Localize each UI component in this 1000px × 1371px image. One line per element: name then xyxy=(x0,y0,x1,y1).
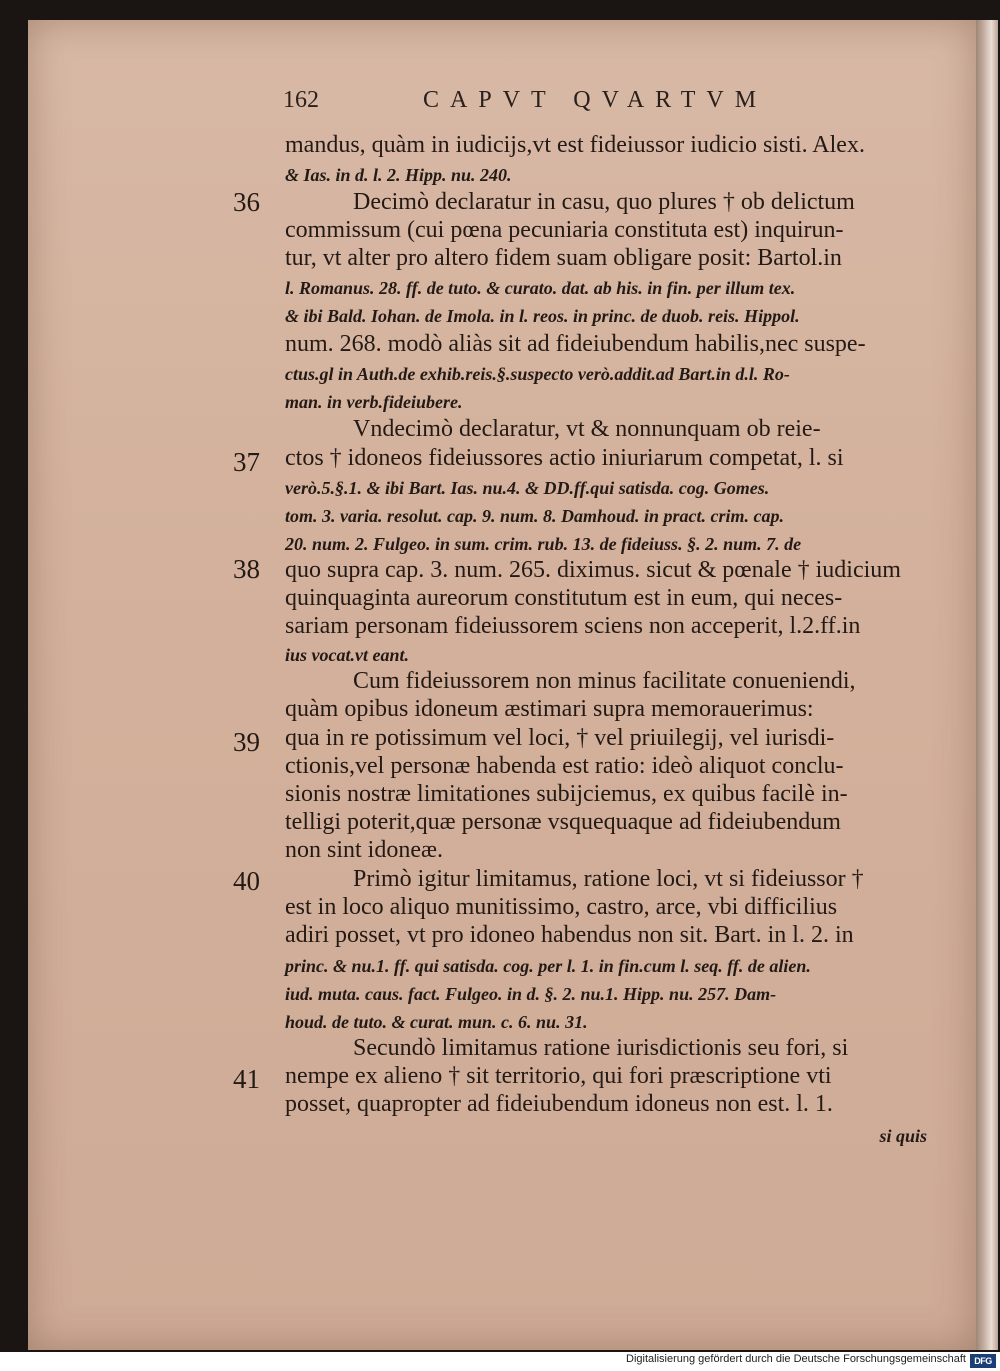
text-line: qua in re potissimum vel loci, † vel priuilegij, vel iurisdi- xyxy=(285,725,835,751)
citation-line: ius vocat.vt eant. xyxy=(285,645,409,665)
citation-line: & ibi Bald. Iohan. de Imola. in l. reos. in princ. de duob. reis. Hippol. xyxy=(285,306,800,326)
page-number: 162 xyxy=(283,87,319,113)
citation-line: l. Romanus. 28. ff. de tuto. & curato. dat. ab his. in fin. per illum tex. xyxy=(285,278,796,298)
citation-line: princ. & nu.1. ff. qui satisda. cog. per l. 1. in fin.cum l. seq. ff. de alien. xyxy=(285,956,811,976)
dfg-logo: DFG xyxy=(970,1354,996,1368)
running-head: CAPVT QVARTVM xyxy=(423,87,768,113)
citation-line: ctus.gl in Auth.de exhib.reis.§.suspecto verò.addit.ad Bart.in d.l. Ro- xyxy=(285,364,790,384)
text-line: Decimò declaratur in casu, quo plures † ob delictum xyxy=(353,189,855,215)
margin-number: 40 xyxy=(233,866,260,896)
margin-number: 38 xyxy=(233,554,260,584)
funding-credit: Digitalisierung gefördert durch die Deutsche Forschungsgemeinschaft xyxy=(626,1353,966,1365)
citation-line: 20. num. 2. Fulgeo. in sum. crim. rub. 13. de fideiuss. §. 2. num. 7. de xyxy=(285,534,802,554)
text-line: Vndecimò declaratur, vt & nonnunquam ob reie- xyxy=(353,416,821,442)
text-line: sionis nostræ limitationes subijciemus, ex quibus facilè in- xyxy=(285,781,848,807)
text-line: ctionis,vel personæ habenda est ratio: ideò aliquot conclu- xyxy=(285,753,844,779)
text-line: non sint idoneæ. xyxy=(285,837,444,863)
page-header xyxy=(283,87,843,123)
text-line: Secundò limitamus ratione iurisdictionis seu fori, si xyxy=(353,1035,849,1061)
text-line: mandus, quàm in iudicijs,vt est fideiussor iudicio sisti. Alex. xyxy=(285,132,865,158)
citation-line: tom. 3. varia. resolut. cap. 9. num. 8. Damhoud. in pract. crim. cap. xyxy=(285,506,785,526)
text-line: ctos † idoneos fideiussores actio iniuriarum competat, l. si xyxy=(285,445,844,471)
footer-bar xyxy=(0,1352,1000,1371)
margin-number: 37 xyxy=(233,447,260,477)
text-line: num. 268. modò aliàs sit ad fideiubendum habilis,nec suspe- xyxy=(285,331,866,357)
margin-number: 41 xyxy=(233,1064,260,1094)
citation-line: verò.5.§.1. & ibi Bart. Ias. nu.4. & DD.ff.qui satisda. cog. Gomes. xyxy=(285,478,770,498)
page-edge xyxy=(976,20,998,1350)
text-line: quàm opibus idoneum æstimari supra memorauerimus: xyxy=(285,696,814,722)
catchword: si quis xyxy=(879,1126,927,1146)
text-line: tur, vt alter pro altero fidem suam obligare posit: Bartol.in xyxy=(285,245,842,271)
text-line: sariam personam fideiussorem sciens non acceperit, l.2.ff.in xyxy=(285,613,861,639)
text-line: est in loco aliquo munitissimo, castro, arce, vbi difficilius xyxy=(285,894,838,920)
citation-line: iud. muta. caus. fact. Fulgeo. in d. §. 2. nu.1. Hipp. nu. 257. Dam- xyxy=(285,984,777,1004)
text-line: Cum fideiussorem non minus facilitate conueniendi, xyxy=(353,668,856,694)
text-line: commissum (cui pœna pecuniaria constituta est) inquirun- xyxy=(285,217,844,243)
text-line: posset, quapropter ad fideiubendum idoneus non est. l. 1. xyxy=(285,1091,833,1117)
text-line: quo supra cap. 3. num. 265. diximus. sicut & pœnale † iudicium xyxy=(285,557,901,583)
margin-number: 39 xyxy=(233,727,260,757)
citation-line: & Ias. in d. l. 2. Hipp. nu. 240. xyxy=(285,165,512,185)
citation-line: man. in verb.fideiubere. xyxy=(285,392,463,412)
text-line: telligi poterit,quæ personæ vsquequaque ad fideiubendum xyxy=(285,809,841,835)
margin-number: 36 xyxy=(233,187,260,217)
citation-line: houd. de tuto. & curat. mun. c. 6. nu. 31. xyxy=(285,1012,588,1032)
text-line: Primò igitur limitamus, ratione loci, vt si fideiussor † xyxy=(353,866,864,892)
text-line: quinquaginta aureorum constitutum est in eum, qui neces- xyxy=(285,585,843,611)
text-line: adiri posset, vt pro idoneo habendus non sit. Bart. in l. 2. in xyxy=(285,922,854,948)
text-line: nempe ex alieno † sit territorio, qui fori præscriptione vti xyxy=(285,1063,832,1089)
